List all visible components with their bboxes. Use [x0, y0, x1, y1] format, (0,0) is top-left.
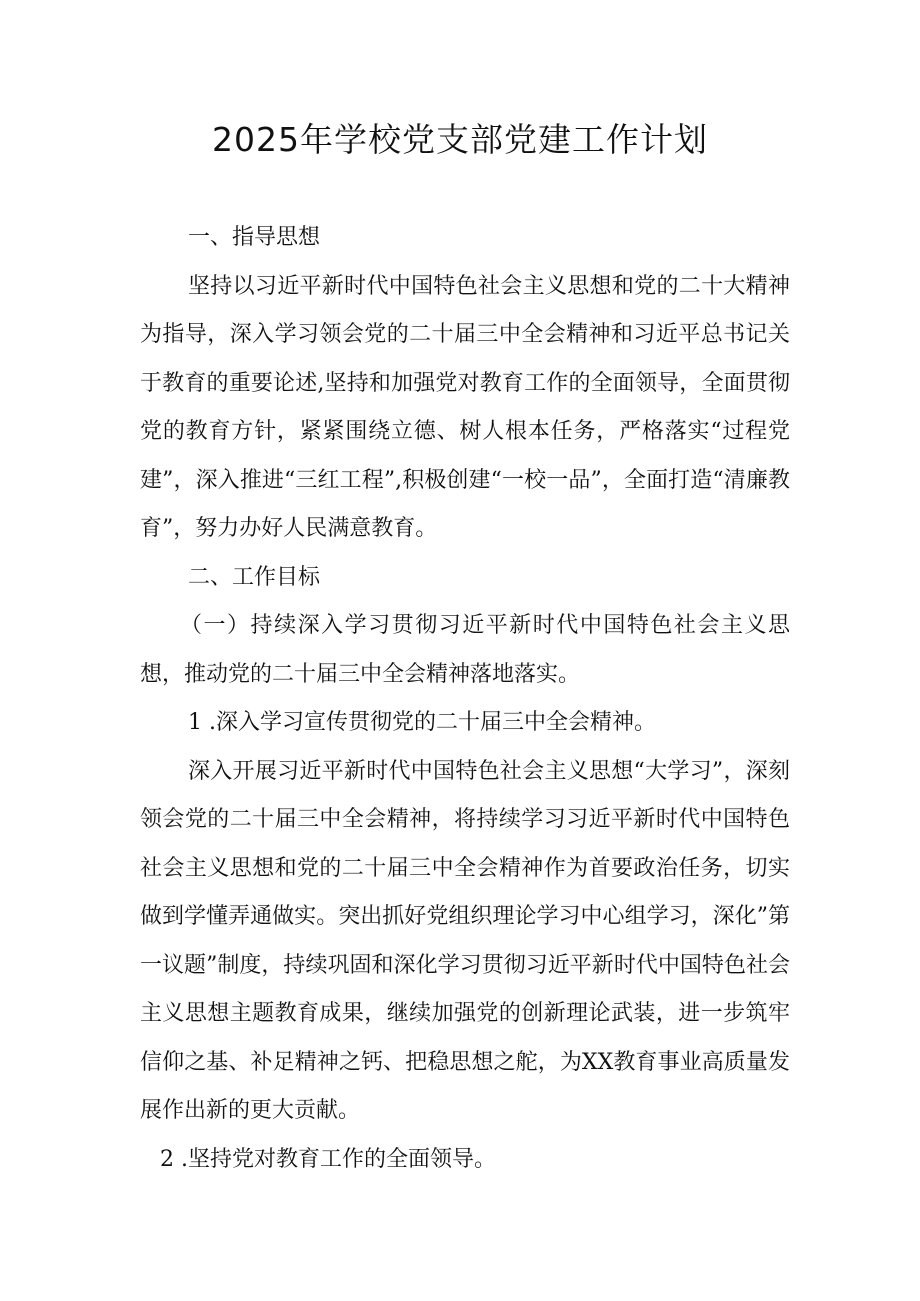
paragraph-guiding-ideology: 坚持以习近平新时代中国特色社会主义思想和党的二十大精神为指导，深入学习领会党的二十届三中全会精神和习近平总书记关于教育的重要论述,坚持和加强党对教育工作的全面领导，全面贯彻党的教育方针，紧紧围绕立德、树人根本任务，严格落实“过程党建”，深入推进“三红工程”,积极创建“一校一品”，全面打造“清廉教育”，努力办好人民满意教育。 [140, 273, 790, 541]
item-2-title: 2 .坚持党对教育工作的全面领导。 [160, 1146, 496, 1172]
document-body [140, 214, 790, 1184]
paragraph-item-1: 深入开展习近平新时代中国特色社会主义思想“大学习”，深刻领会党的二十届三中全会精神，将持续学习习近平新时代中国特色社会主义思想和党的二十届三中全会精神作为首要政治任务，切实做到学懂弄通做实。突出抓好党组织理论学习中心组学习，深化”第一议题”制度，持续巩固和深化学习贯彻习近平新时代中国特色社会主义思想主题教育成果，继续加强党的创新理论武装，进一步筑牢信仰之基、补足精神之钙、把稳思想之舵，为XX教育事业高质量发展作出新的更大贡献。 [140, 758, 790, 1123]
section-heading-guiding-ideology: 一、指导思想 [188, 225, 321, 250]
subsection-heading-1: （一）持续深入学习贯彻习近平新时代中国特色社会主义思想，推动党的二十届三中全会精神落地落实。 [140, 613, 790, 687]
item-1-title: 1 .深入学习宣传贯彻党的二十届三中全会精神。 [188, 710, 656, 735]
section-heading-work-goals: 二、工作目标 [188, 564, 321, 590]
document-title: 2025年学校党支部党建工作计划 [212, 120, 708, 159]
